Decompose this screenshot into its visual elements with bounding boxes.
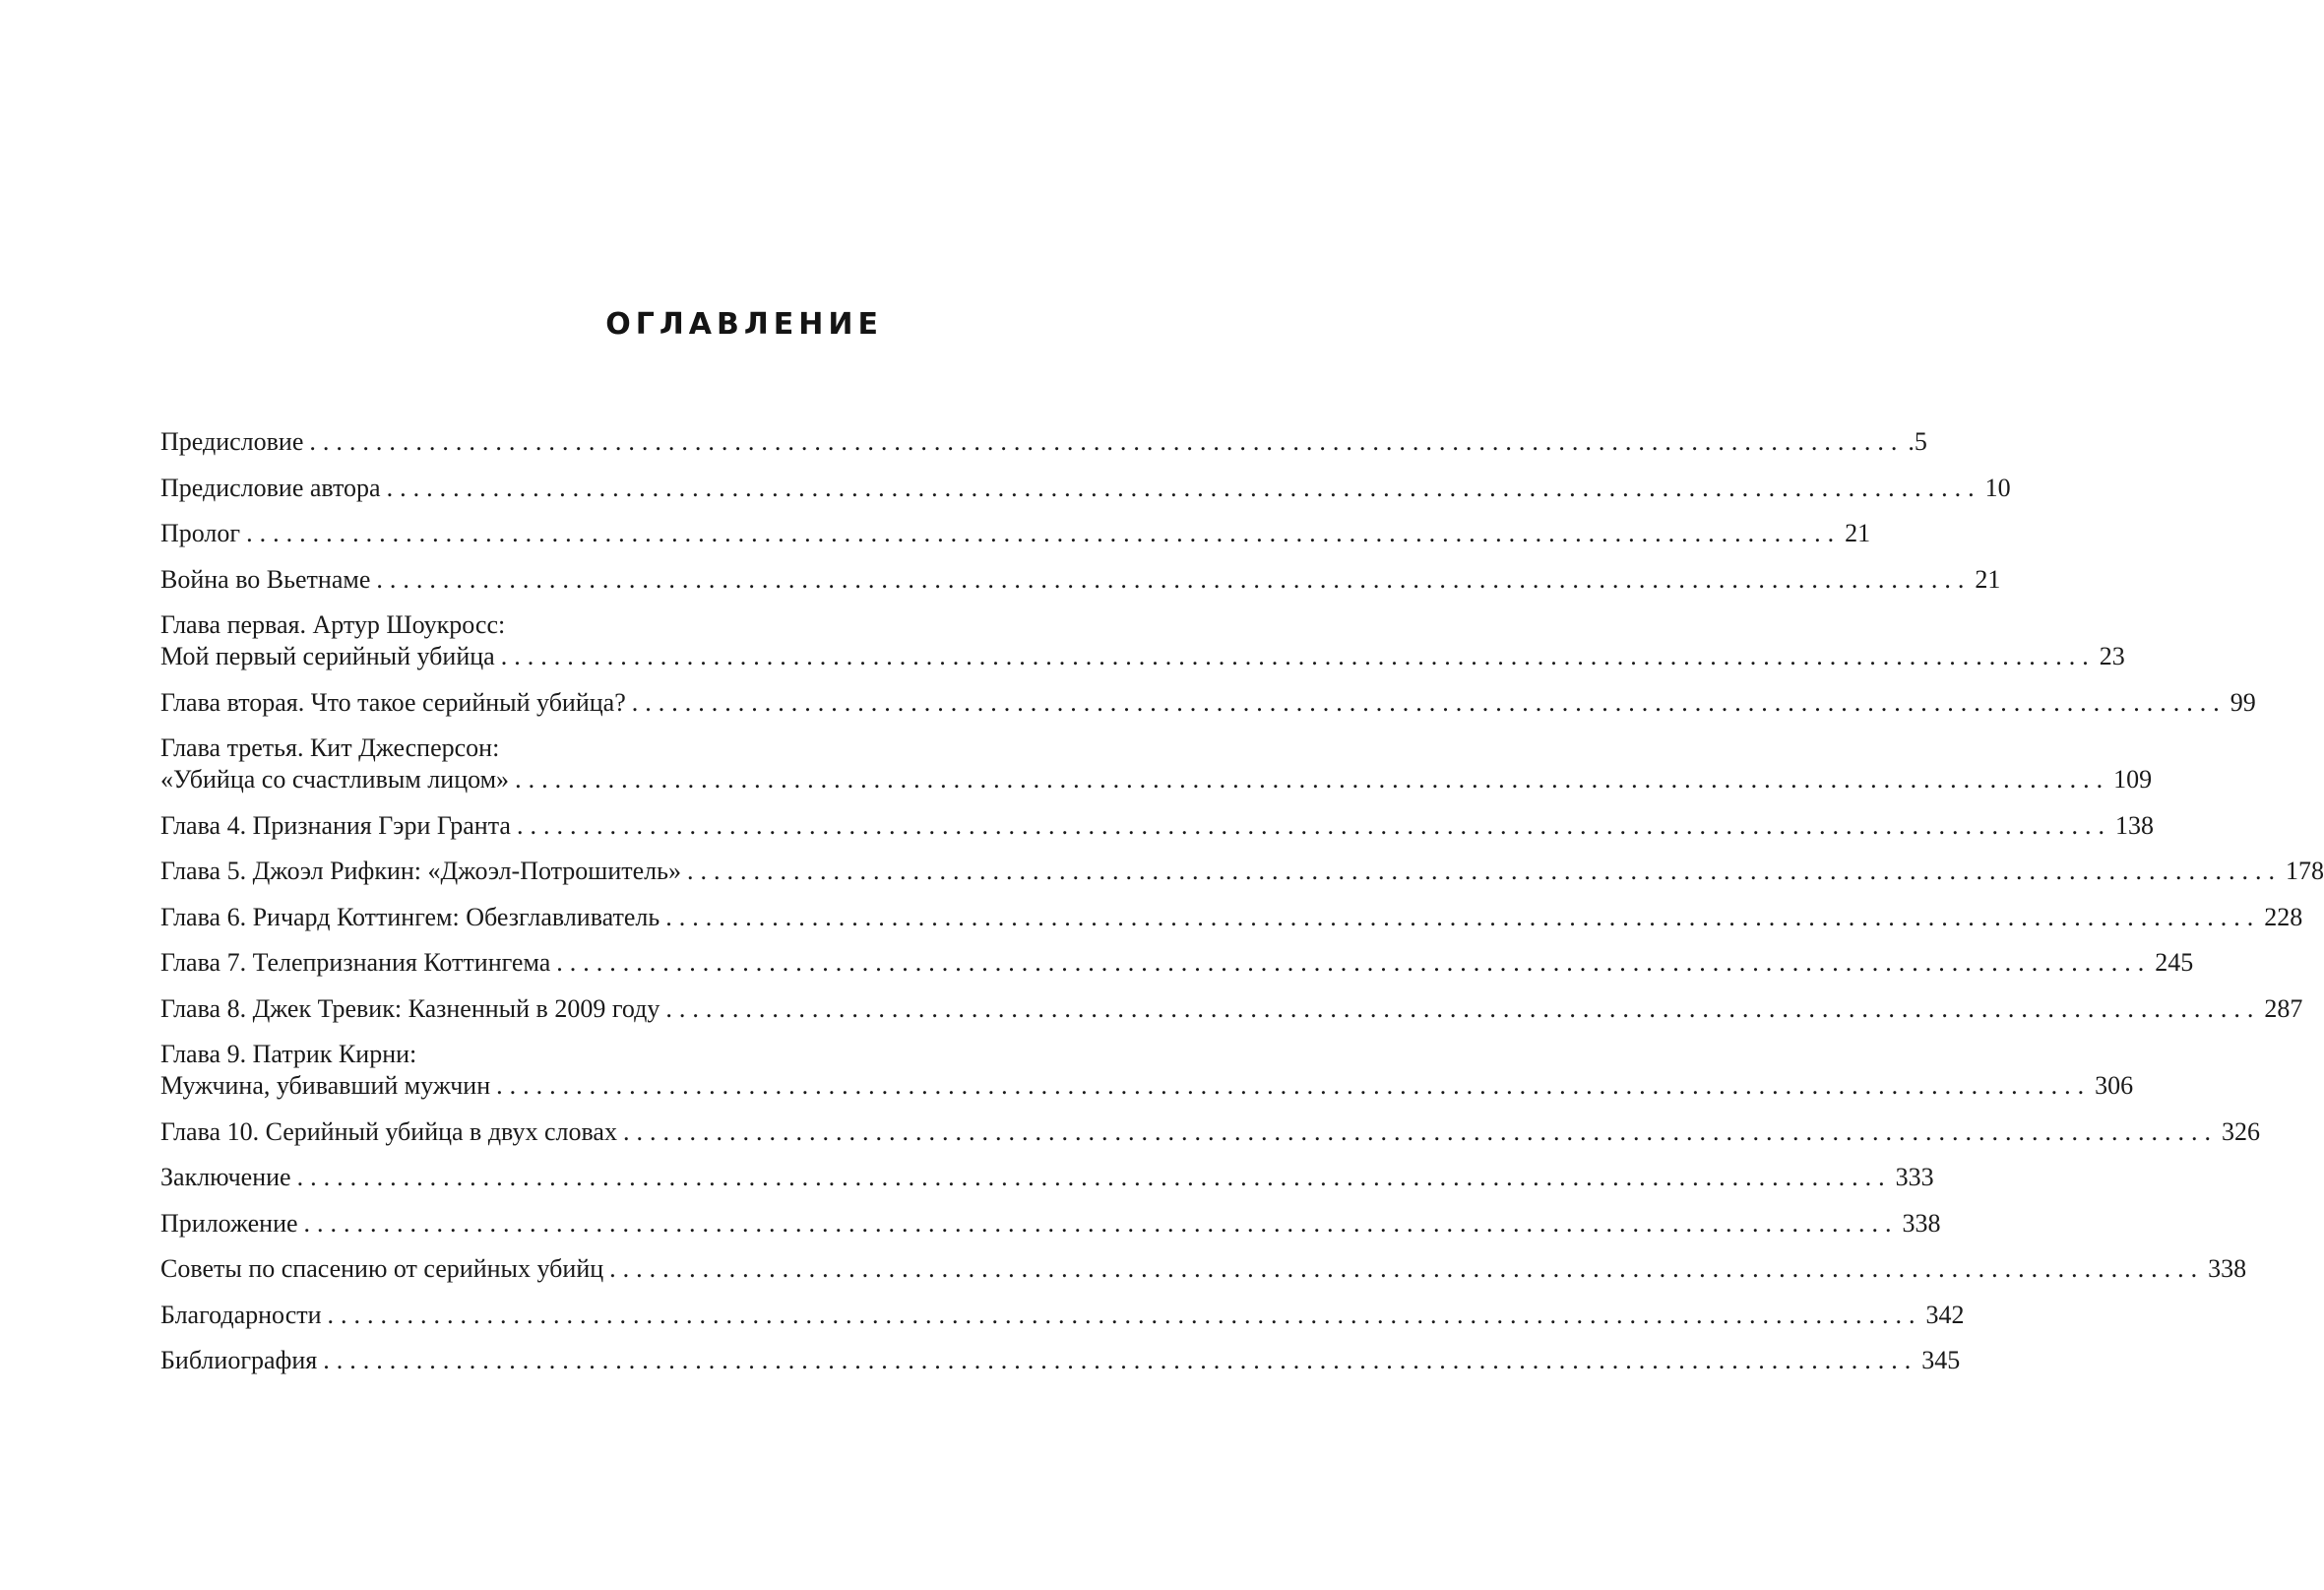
dot-leader: ........................................................................................................................ xyxy=(327,1300,1922,1329)
dot-leader: ........................................................................................................................ xyxy=(665,902,2261,931)
toc-page-number: 99 xyxy=(2230,687,2256,717)
toc-entry xyxy=(160,1300,1965,1331)
toc-entry xyxy=(160,1116,2260,1148)
toc-entry-title: Глава 8. Джек Тревик: Казненный в 2009 году xyxy=(160,993,660,1023)
toc-entry-title: Глава 7. Телепризнания Коттингема xyxy=(160,948,551,977)
toc-page-number: 345 xyxy=(1921,1346,1961,1374)
toc-entry-title: Мой первый серийный убийца xyxy=(160,642,495,670)
dot-leader: ........................................................................................................................ xyxy=(496,1071,2092,1100)
toc-entry-line xyxy=(160,1208,1941,1240)
toc-entry-line xyxy=(160,1070,2134,1102)
toc-page-number: 333 xyxy=(1895,1163,1934,1191)
dot-leader: ........................................................................................................................ xyxy=(296,1163,1892,1191)
toc-entry xyxy=(160,947,2194,979)
toc-entry-title: Благодарности xyxy=(160,1300,322,1329)
toc-entry-line xyxy=(160,856,2324,887)
toc-entry xyxy=(160,1039,2134,1102)
toc-entry-line xyxy=(160,993,2303,1025)
toc-entry xyxy=(160,426,1927,458)
dot-leader: ........................................................................................................................ xyxy=(500,642,2096,670)
toc-page-number: 287 xyxy=(2264,993,2303,1023)
toc-entry-line xyxy=(160,687,2256,719)
toc-entry-title: Предисловие xyxy=(160,427,304,456)
toc-entry-title: Глава вторая. Что такое серийный убийца? xyxy=(160,687,626,717)
toc-entry-heading-line: Глава третья. Кит Джесперсон: xyxy=(160,733,500,762)
dot-leader: ........................................................................................................................ xyxy=(386,473,1981,502)
toc-entry xyxy=(160,1253,2247,1285)
toc-page-number: 178 xyxy=(2285,857,2324,885)
toc-page-number: 326 xyxy=(2221,1116,2260,1146)
toc-page-number: 23 xyxy=(2099,642,2125,670)
toc-entry xyxy=(160,473,2011,504)
toc-entry xyxy=(160,518,1871,549)
toc-page-number: 306 xyxy=(2095,1071,2134,1100)
toc-entry-line xyxy=(160,564,2001,596)
toc-entry-title: Приложение xyxy=(160,1208,298,1238)
toc-entry xyxy=(160,1208,1941,1240)
toc-page-number: 21 xyxy=(1975,564,2001,594)
toc-page-number: 138 xyxy=(2114,810,2154,840)
table-of-contents xyxy=(160,426,2324,1391)
toc-entry xyxy=(160,810,2154,842)
toc-entry-title: Пролог xyxy=(160,519,241,547)
dot-leader: ........................................................................................................................ xyxy=(246,519,1842,547)
toc-entry-line xyxy=(160,902,2303,933)
toc-entry-line xyxy=(160,641,2125,672)
toc-entry xyxy=(160,902,2303,933)
toc-entry-line xyxy=(160,810,2154,842)
toc-entry-line xyxy=(160,1253,2247,1285)
toc-entry xyxy=(160,687,2256,719)
toc-entry xyxy=(160,564,2001,596)
toc-page-number: 342 xyxy=(1925,1300,1965,1329)
toc-entry-title: «Убийца со счастливым лицом» xyxy=(160,765,510,794)
dot-leader: ........................................................................................................................ xyxy=(516,810,2111,840)
toc-entry-title: Предисловие автора xyxy=(160,473,381,502)
dot-leader: ........................................................................................................................ xyxy=(515,765,2110,794)
dot-leader: ........................................................................................................................ xyxy=(631,687,2227,717)
dot-leader: ........................................................................................................................ xyxy=(376,564,1972,594)
toc-page-number: 109 xyxy=(2113,765,2153,794)
toc-page-number: 338 xyxy=(1902,1208,1941,1238)
toc-page-number: 245 xyxy=(2155,948,2194,977)
dot-leader: ........................................................................................................................ xyxy=(309,427,1905,456)
dot-leader: ........................................................................................................................ xyxy=(665,993,2261,1023)
dot-leader: ........................................................................................................................ xyxy=(686,857,2282,885)
toc-entry-title: Война во Вьетнаме xyxy=(160,564,371,594)
toc-entry-title: Глава 5. Джоэл Рифкин: «Джоэл-Потрошитель» xyxy=(160,857,681,885)
toc-entry-title: Глава 10. Серийный убийца в двух словах xyxy=(160,1116,617,1146)
toc-entry-line xyxy=(160,947,2194,979)
dot-leader: ........................................................................................................................ xyxy=(609,1254,2205,1283)
toc-entry-line xyxy=(160,1345,1961,1376)
toc-entry xyxy=(160,1345,1961,1376)
toc-page-number: 338 xyxy=(2208,1254,2247,1283)
toc-entry-line xyxy=(160,518,1871,549)
dot-leader: ........................................................................................................................ xyxy=(622,1116,2218,1146)
toc-entry-line xyxy=(160,426,1927,458)
toc-entry-heading-line: Глава 9. Патрик Кирни: xyxy=(160,1040,417,1068)
toc-page-number: 10 xyxy=(1984,473,2011,502)
toc-entry-line xyxy=(160,473,2011,504)
toc-heading: ОГЛАВЛЕНИЕ xyxy=(605,307,883,342)
toc-entry-line xyxy=(160,1300,1965,1331)
toc-entry xyxy=(160,1162,1934,1193)
toc-entry xyxy=(160,732,2153,795)
toc-entry-title: Глава 6. Ричард Коттингем: Обезглавливатель xyxy=(160,902,660,931)
toc-page-number: .5 xyxy=(1908,427,1927,456)
toc-entry-heading-line: Глава первая. Артур Шоукросс: xyxy=(160,610,506,639)
toc-entry xyxy=(160,609,2125,672)
toc-entry-title: Заключение xyxy=(160,1163,291,1191)
dot-leader: ........................................................................................................................ xyxy=(556,948,2152,977)
toc-entry xyxy=(160,993,2303,1025)
toc-entry-line xyxy=(160,1116,2260,1148)
toc-entry-line xyxy=(160,764,2153,795)
toc-page-number: 228 xyxy=(2264,902,2303,931)
toc-entry-title: Мужчина, убивавший мужчин xyxy=(160,1071,491,1100)
dot-leader: ........................................................................................................................ xyxy=(303,1208,1899,1238)
toc-entry-line xyxy=(160,1162,1934,1193)
toc-entry-title: Советы по спасению от серийных убийц xyxy=(160,1254,604,1283)
dot-leader: ........................................................................................................................ xyxy=(323,1346,1918,1374)
toc-page-number: 21 xyxy=(1845,519,1871,547)
toc-entry-title: Глава 4. Признания Гэри Гранта xyxy=(160,810,511,840)
toc-entry xyxy=(160,856,2324,887)
toc-entry-title: Библиография xyxy=(160,1346,318,1374)
